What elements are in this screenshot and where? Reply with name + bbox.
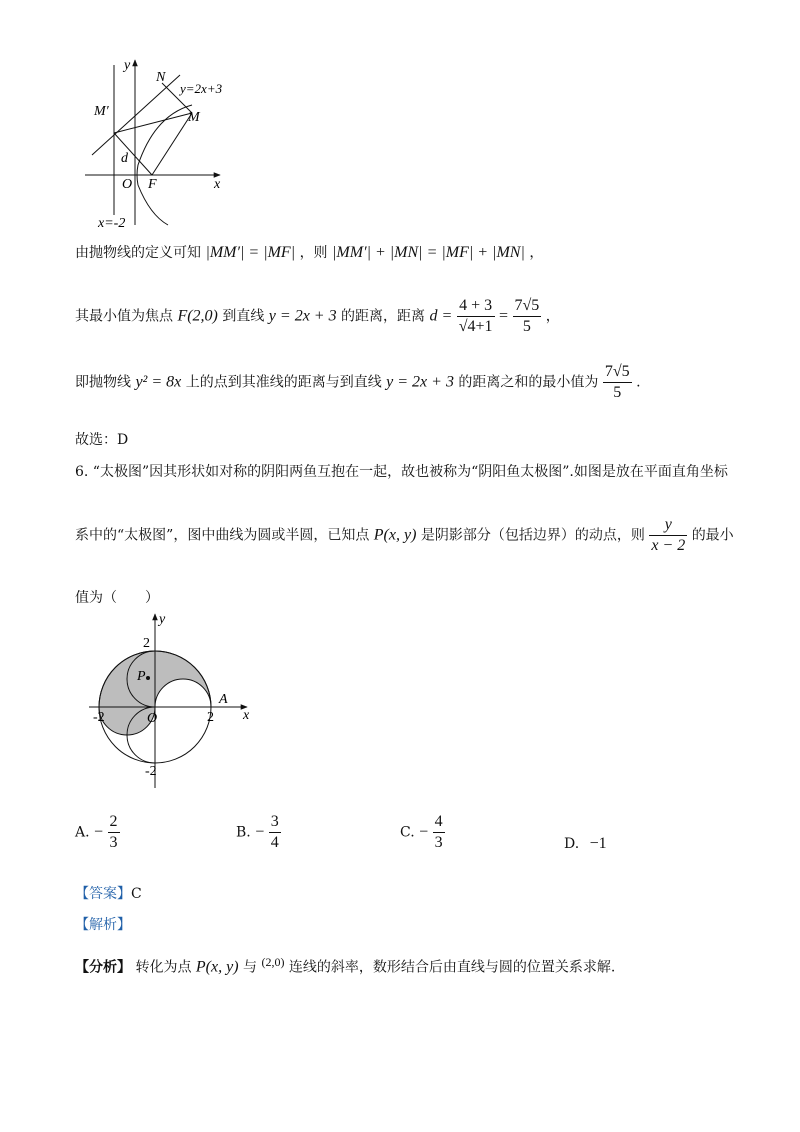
fig1-directrix-label: x=-2 bbox=[98, 216, 126, 231]
fig1-line-label: y=2x+3 bbox=[180, 81, 223, 96]
answer-tag: 【答案】 bbox=[75, 886, 131, 902]
analysis-tag: 【解析】 bbox=[75, 917, 131, 933]
answer-line bbox=[75, 884, 142, 904]
fig1-n-label: N bbox=[156, 70, 166, 85]
segment-m-prime-m bbox=[114, 113, 192, 133]
point-f: F(2,0) bbox=[177, 307, 218, 325]
fig1-m-prime-label: M′ bbox=[94, 104, 109, 119]
option-b[interactable]: B. − $\frac{3}{4}$ bbox=[236, 813, 279, 851]
parabola-figure bbox=[80, 55, 240, 235]
parabola-curve bbox=[137, 105, 192, 225]
paragraph-conclusion: 即抛物线 y² = 8x 上的点到其准线的距离与到直线 y = 2x + 3 的距离之和的最小值为 $\frac{7√5}{5}$ . bbox=[75, 363, 641, 401]
distance-fraction-1: $\frac{4 + 3}{√4+1}$ bbox=[458, 297, 493, 335]
fenxi-tag: 【分析】 bbox=[75, 959, 131, 976]
fig2-x-right-label: 2 bbox=[207, 710, 214, 725]
fig2-a-label: A bbox=[219, 692, 228, 707]
eq-sum: |MM′| + |MN| = |MF| + |MN| bbox=[332, 244, 525, 261]
previous-answer: 故选：D bbox=[75, 432, 129, 448]
fig2-y-top-label: 2 bbox=[143, 636, 150, 651]
option-a[interactable]: A. − $\frac{2}{3}$ bbox=[75, 813, 118, 851]
fig2-x-left-label: -2 bbox=[93, 710, 105, 725]
option-c[interactable]: C. − $\frac{4}{3}$ bbox=[400, 813, 443, 851]
slope-fraction: $\frac{y}{x - 2}$ bbox=[651, 516, 686, 554]
fig1-m-label: M bbox=[188, 110, 200, 125]
fig2-x-label: x bbox=[243, 708, 250, 723]
point-p: P(x, y) bbox=[373, 526, 417, 544]
option-d[interactable]: D. −1 bbox=[564, 835, 607, 852]
fig2-y-label: y bbox=[159, 612, 166, 627]
question-6-line-1: 6. “太极图”因其形状如对称的阴阳两鱼互抱在一起，故也被称为“阴阳鱼太极图”.如图是放在平面直角坐标 bbox=[75, 464, 728, 480]
point-p-dot bbox=[146, 676, 150, 680]
analysis-line: 【分析】 转化为点 P(x, y) 与 (2,0) 连线的斜率，数形结合后由直线与圆的位置关系求解. bbox=[75, 955, 616, 976]
distance-fraction-2: $\frac{7√5}{5}$ bbox=[514, 297, 540, 335]
paragraph-min-value: 其最小值为焦点 F(2,0) 到直线 y = 2x + 3 的距离，距离 d = $\frac{4 + 3}{√4+1}$ = $\frac{7√5}{5}$ ， bbox=[75, 297, 560, 335]
answer-value: C bbox=[131, 886, 142, 902]
paragraph-definition: 由抛物线的定义可知 |MM′| = |MF| ，则 |MM′| + |MN| = |MF| + |MN| ， bbox=[75, 244, 544, 261]
fig2-o-label: O bbox=[147, 711, 158, 726]
fig1-f-label: F bbox=[148, 177, 157, 192]
segment-d bbox=[114, 133, 152, 175]
fig2-p-label: P bbox=[137, 669, 146, 684]
eq-mm-prime-mf: |MM′| = |MF| bbox=[205, 244, 296, 261]
segment-mf bbox=[152, 113, 192, 175]
fig1-y-label: y bbox=[124, 58, 131, 73]
fig2-y-bottom-label: -2 bbox=[145, 764, 157, 779]
fig1-o-label: O bbox=[122, 177, 133, 192]
question-6-line-2: 系中的“太极图”，图中曲线为圆或半圆，已知点 P(x, y) 是阴影部分（包括边界）的动点，则 $\frac{y}{x - 2}$ 的最小 bbox=[75, 516, 734, 554]
fig1-x-label: x bbox=[214, 177, 221, 192]
fig1-d-label: d bbox=[121, 151, 128, 166]
question-6-line-3: 值为（ ） bbox=[75, 590, 159, 606]
taiji-figure bbox=[85, 610, 265, 790]
min-value-fraction: $\frac{7√5}{5}$ bbox=[604, 363, 630, 401]
